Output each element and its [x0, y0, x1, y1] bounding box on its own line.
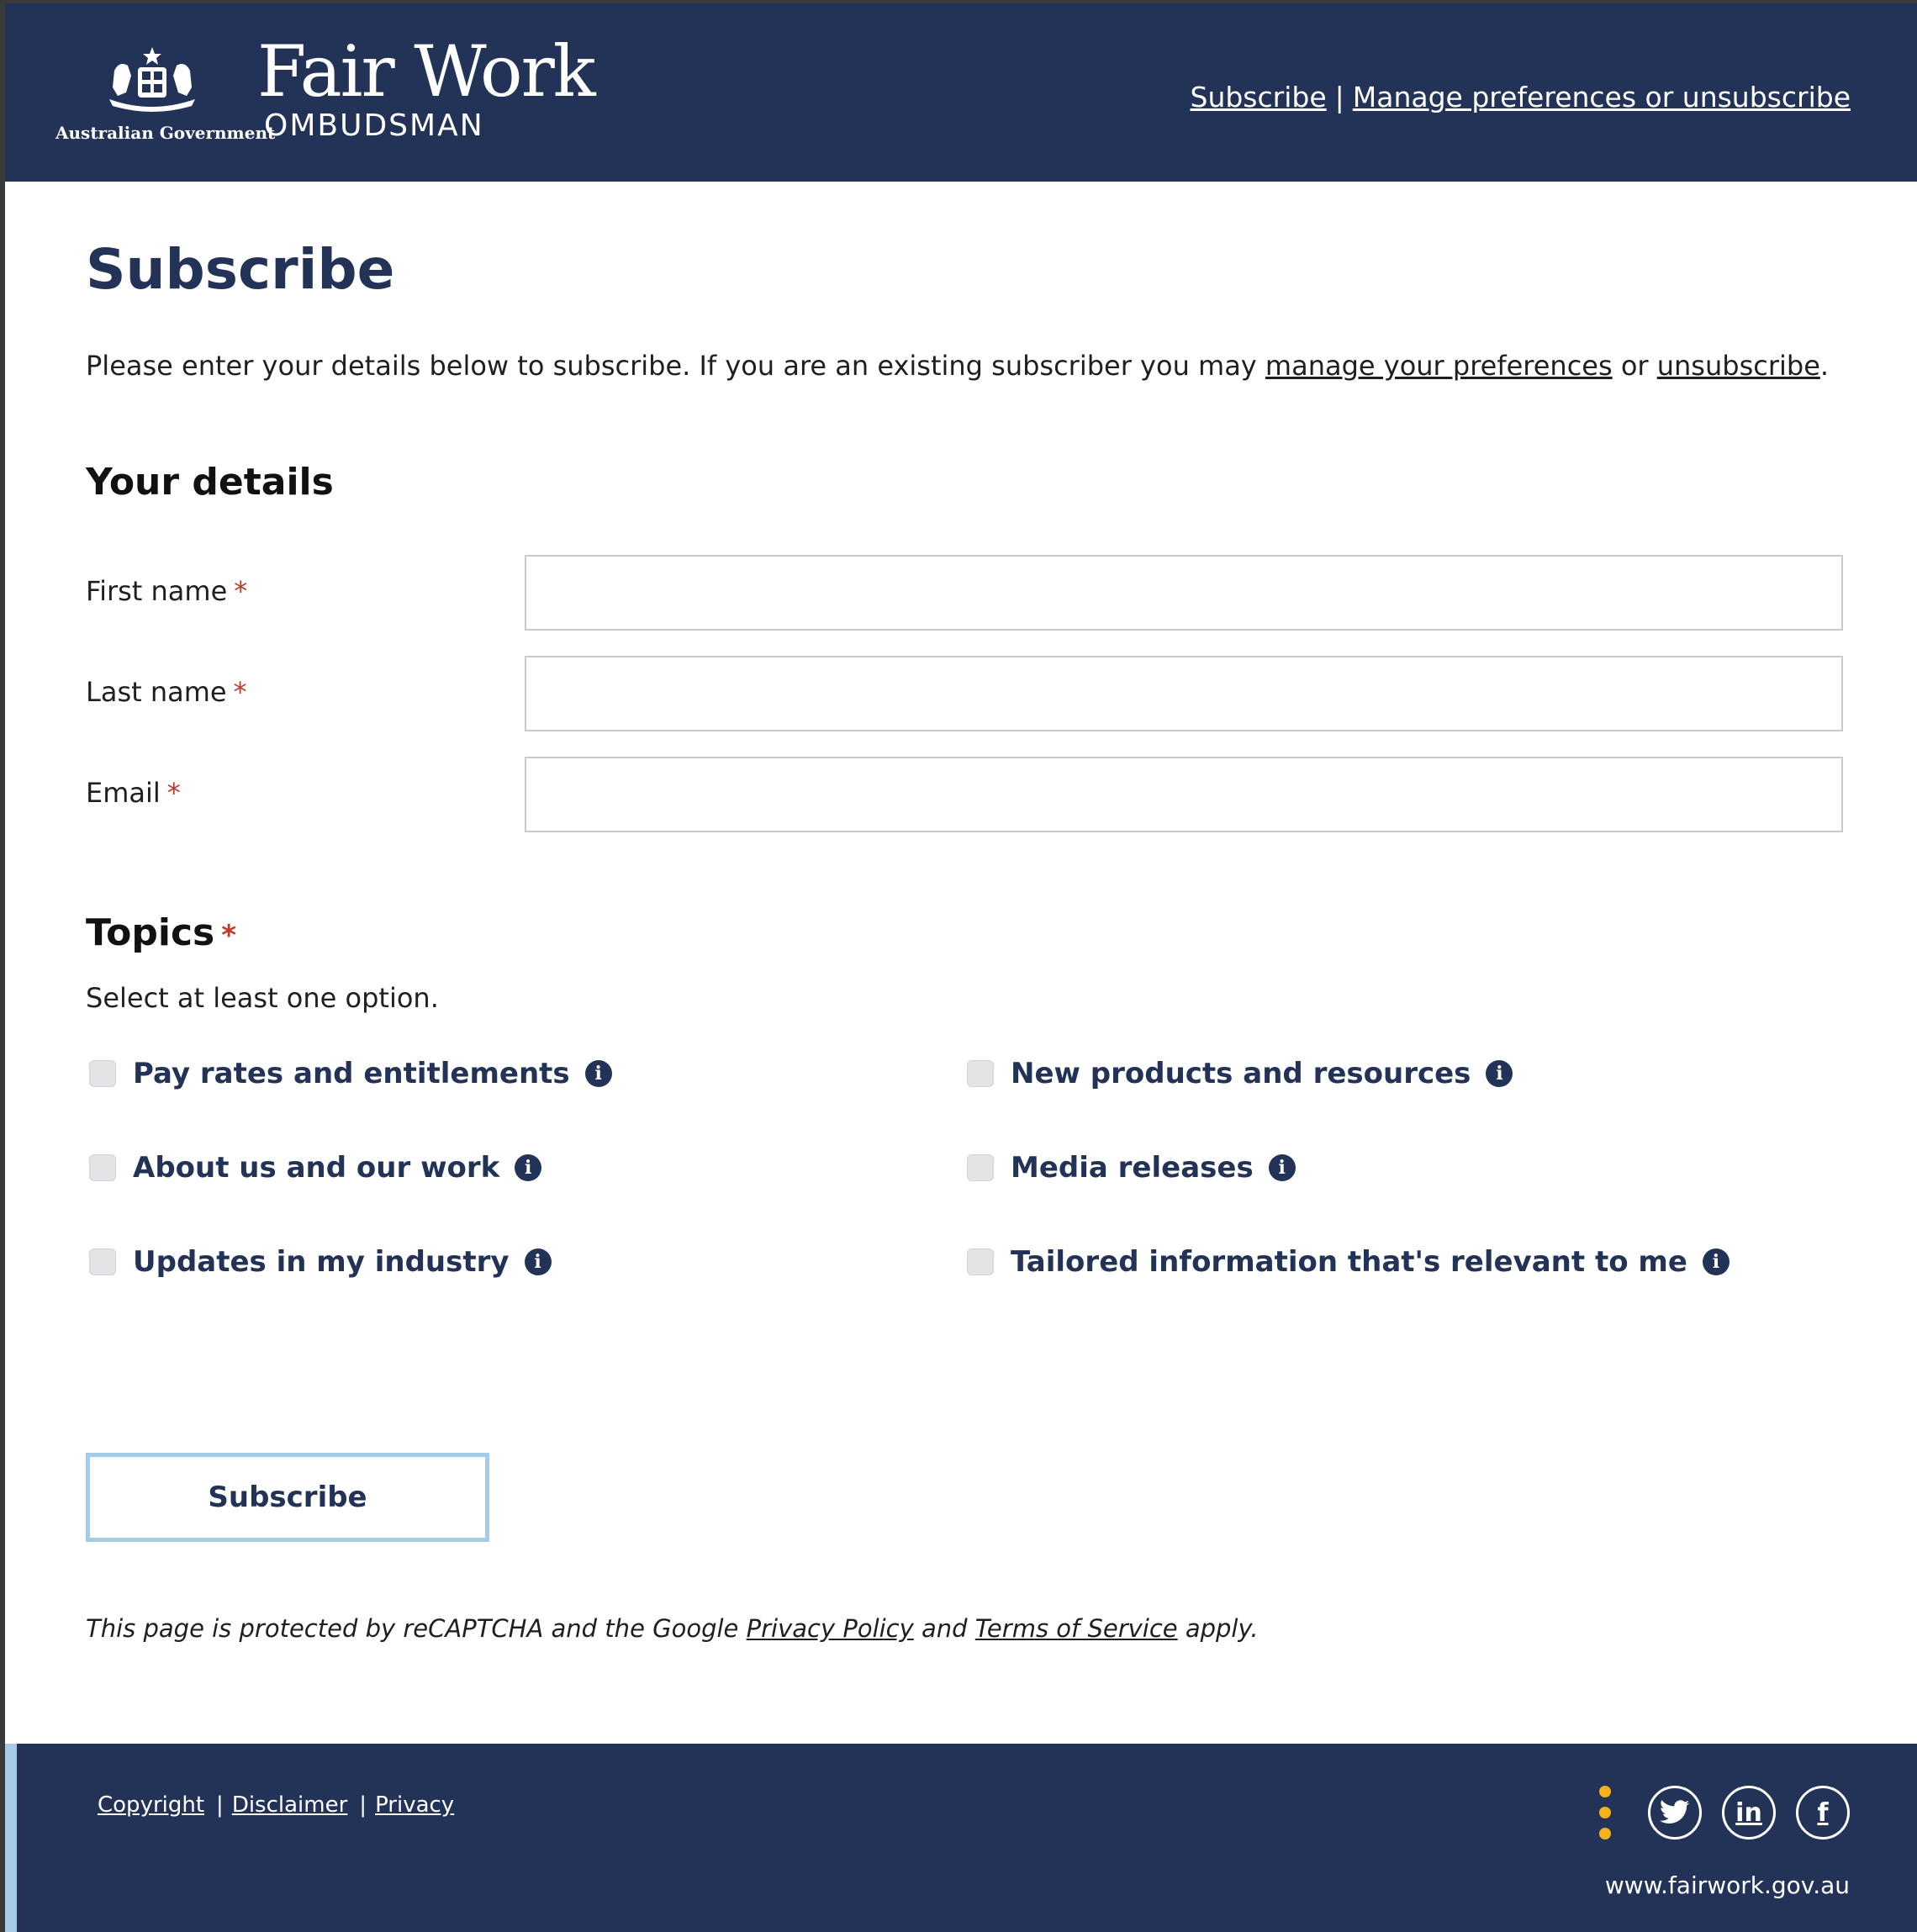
last-name-input[interactable]: [525, 656, 1843, 731]
first-name-row: [86, 555, 1843, 631]
info-icon[interactable]: i: [515, 1154, 541, 1181]
info-icon[interactable]: i: [1486, 1060, 1513, 1087]
topic-label[interactable]: New products and resources: [1011, 1057, 1471, 1090]
window-left-border: [0, 0, 5, 1932]
twitter-bird-icon: [1660, 1800, 1690, 1825]
site-header: [5, 3, 1917, 182]
intro-end: .: [1819, 350, 1830, 382]
privacy-policy-link[interactable]: Privacy Policy: [746, 1614, 914, 1643]
subscribe-button[interactable]: Subscribe: [86, 1453, 489, 1542]
header-separator: |: [1334, 81, 1344, 113]
recaptcha-suffix: apply.: [1177, 1614, 1259, 1643]
required-asterisk: *: [166, 777, 181, 809]
topic-label[interactable]: About us and our work: [133, 1151, 500, 1185]
required-asterisk: *: [221, 919, 237, 953]
topics-heading-text: Topics: [86, 911, 215, 954]
email-label: [86, 777, 181, 809]
header-nav: [1191, 81, 1851, 113]
first-name-label: [86, 575, 247, 607]
info-icon[interactable]: i: [525, 1248, 552, 1275]
required-asterisk: *: [233, 676, 247, 708]
first-name-label-text: First name: [86, 575, 228, 607]
last-name-label: [86, 676, 247, 708]
topic-checkbox[interactable]: [89, 1248, 116, 1275]
topic-label[interactable]: Media releases: [1011, 1151, 1254, 1185]
info-icon[interactable]: i: [1269, 1154, 1296, 1181]
topic-pay-rates[interactable]: [89, 1053, 612, 1095]
topic-media-releases[interactable]: [967, 1147, 1296, 1189]
linkedin-icon[interactable]: in: [1722, 1786, 1776, 1840]
social-links: [1599, 1786, 1850, 1840]
topic-checkbox[interactable]: [967, 1060, 994, 1087]
topic-tailored-info[interactable]: [967, 1241, 1730, 1283]
topics-note: Select at least one option.: [86, 982, 439, 1014]
terms-of-service-link[interactable]: Terms of Service: [974, 1614, 1178, 1643]
topic-checkbox[interactable]: [89, 1060, 116, 1087]
header-manage-link[interactable]: Manage preferences or unsubscribe: [1352, 81, 1851, 113]
australian-government-text: Australian Government: [55, 123, 276, 143]
email-label-text: Email: [86, 777, 161, 809]
email-input[interactable]: [525, 757, 1843, 832]
dot: [1599, 1786, 1611, 1797]
topic-new-products[interactable]: [967, 1053, 1513, 1095]
privacy-link[interactable]: Privacy: [375, 1792, 455, 1818]
twitter-icon[interactable]: [1648, 1786, 1702, 1840]
last-name-row: [86, 656, 1843, 731]
intro-or: or: [1612, 350, 1657, 382]
topic-label[interactable]: Tailored information that's relevant to me: [1011, 1245, 1687, 1279]
first-name-input[interactable]: [525, 555, 1843, 631]
topic-industry-updates[interactable]: [89, 1241, 552, 1283]
last-name-label-text: Last name: [86, 676, 227, 708]
manage-preferences-link[interactable]: manage your preferences: [1265, 350, 1613, 382]
footer-separator: |: [216, 1792, 224, 1818]
unsubscribe-link[interactable]: unsubscribe: [1656, 350, 1820, 382]
info-icon[interactable]: i: [585, 1060, 612, 1087]
header-subscribe-link[interactable]: Subscribe: [1190, 81, 1327, 113]
footer-accent-bar: [5, 1744, 17, 1932]
coat-of-arms-icon: [98, 45, 207, 117]
recaptcha-prefix: This page is protected by reCAPTCHA and the Google: [86, 1614, 747, 1643]
disclaimer-link[interactable]: Disclaimer: [231, 1792, 348, 1818]
recaptcha-notice: [86, 1614, 1259, 1643]
topic-label[interactable]: Pay rates and entitlements: [133, 1057, 570, 1090]
site-footer: [5, 1744, 1917, 1932]
dot: [1599, 1828, 1611, 1840]
footer-separator: |: [359, 1792, 367, 1818]
email-row: [86, 757, 1843, 832]
brand-subtitle: OMBUDSMAN: [264, 108, 484, 143]
brand-title: Fair Work: [257, 30, 594, 113]
footer-nav: [98, 1792, 454, 1818]
topic-label[interactable]: Updates in my industry: [133, 1245, 510, 1279]
australian-government-logo[interactable]: [55, 45, 276, 150]
copyright-link[interactable]: Copyright: [98, 1792, 205, 1818]
dot: [1599, 1807, 1611, 1819]
recaptcha-and: and: [913, 1614, 975, 1643]
dots-icon: [1599, 1786, 1611, 1840]
fair-work-brand[interactable]: [257, 30, 594, 143]
topic-checkbox[interactable]: [967, 1154, 994, 1181]
topics-heading: [86, 911, 236, 954]
facebook-icon[interactable]: f: [1796, 1786, 1850, 1840]
site-url: www.fairwork.gov.au: [1604, 1871, 1850, 1899]
required-asterisk: *: [234, 575, 248, 607]
topic-about-us[interactable]: [89, 1147, 541, 1189]
topic-checkbox[interactable]: [89, 1154, 116, 1181]
intro-text: [86, 350, 1829, 382]
topic-checkbox[interactable]: [967, 1248, 994, 1275]
page-title: Subscribe: [86, 237, 395, 302]
intro-text-body: Please enter your details below to subscribe. If you are an existing subscriber you may: [86, 350, 1265, 382]
info-icon[interactable]: i: [1703, 1248, 1730, 1275]
your-details-heading: Your details: [86, 461, 334, 504]
